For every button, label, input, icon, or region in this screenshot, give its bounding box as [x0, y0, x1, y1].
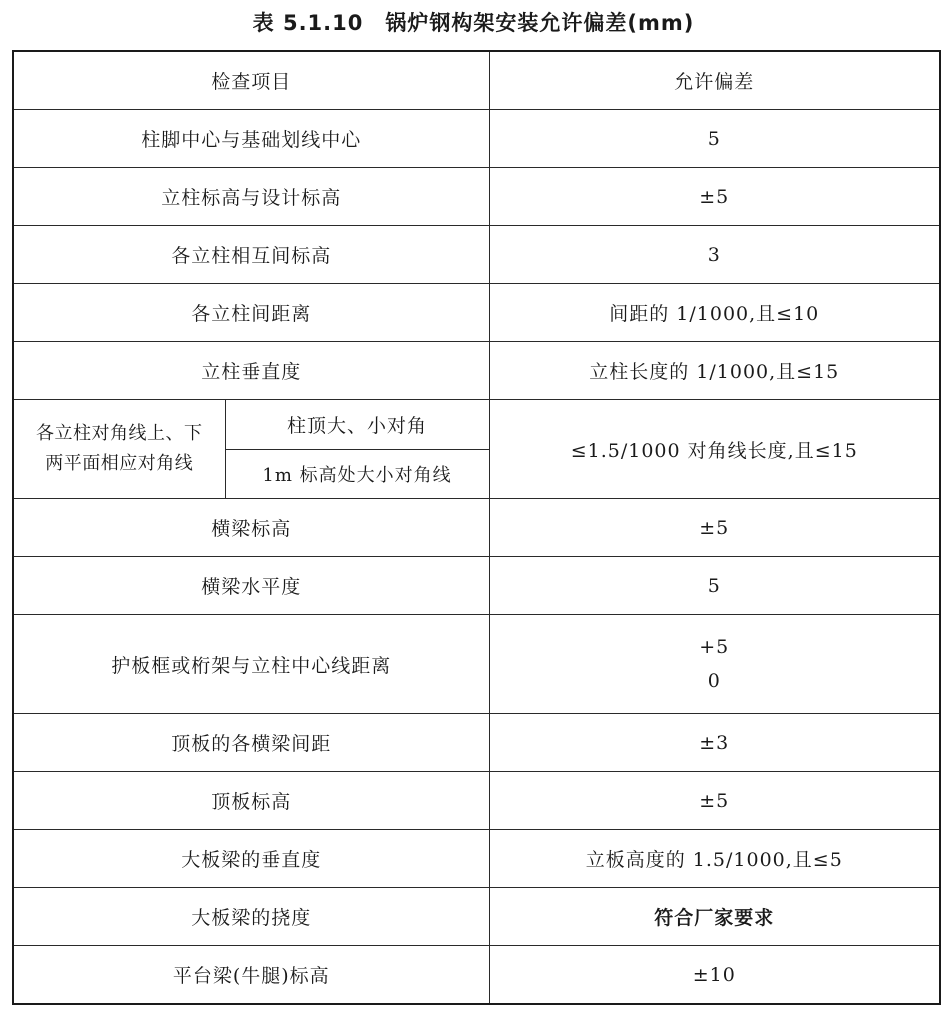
- tolerance-cell: [489, 615, 940, 714]
- table-row: [13, 226, 940, 284]
- table-row: [13, 499, 940, 557]
- tolerance-cell: ±5: [489, 499, 940, 557]
- item-cell: 大板梁的垂直度: [13, 830, 489, 888]
- table-row: [13, 168, 940, 226]
- tolerance-upper: +5: [699, 636, 730, 658]
- header-item: 检查项目: [13, 51, 489, 110]
- diagonal-group-line1: 各立柱对角线上、下: [36, 423, 203, 444]
- item-cell: 顶板的各横梁间距: [13, 714, 489, 772]
- diagonal-sub-bottom: 1m 标高处大小对角线: [225, 450, 489, 499]
- diagonal-group-cell: [13, 400, 225, 499]
- item-cell: 平台梁(牛腿)标高: [13, 946, 489, 1005]
- diagonal-sub-top: 柱顶大、小对角: [225, 400, 489, 450]
- tolerance-cell: ±5: [489, 168, 940, 226]
- table-row: [13, 946, 940, 1005]
- tolerance-table: [12, 50, 941, 1005]
- table-row: [13, 615, 940, 714]
- diagonal-group-line2: 两平面相应对角线: [45, 453, 194, 474]
- item-cell: 横梁标高: [13, 499, 489, 557]
- tolerance-cell: ±3: [489, 714, 940, 772]
- tolerance-cell: ±10: [489, 946, 940, 1005]
- table-row: [13, 400, 940, 450]
- table-caption: 锅炉钢构架安装允许偏差(mm): [385, 11, 695, 35]
- tolerance-cell: 立柱长度的 1/1000,且≤15: [489, 342, 940, 400]
- item-cell: 立柱垂直度: [13, 342, 489, 400]
- table-row: [13, 714, 940, 772]
- table-row: [13, 772, 940, 830]
- item-cell: 护板框或桁架与立柱中心线距离: [13, 615, 489, 714]
- table-number: 表 5.1.10: [252, 11, 364, 35]
- item-cell: 顶板标高: [13, 772, 489, 830]
- item-cell: 横梁水平度: [13, 557, 489, 615]
- tolerance-cell: 5: [489, 557, 940, 615]
- item-cell: 各立柱间距离: [13, 284, 489, 342]
- tolerance-cell: 3: [489, 226, 940, 284]
- table-row: [13, 888, 940, 946]
- item-cell: 大板梁的挠度: [13, 888, 489, 946]
- table-row: [13, 342, 940, 400]
- table-row: [13, 284, 940, 342]
- header-tolerance: 允许偏差: [489, 51, 940, 110]
- table-row: [13, 830, 940, 888]
- dual-tolerance: [490, 636, 940, 692]
- tolerance-cell: 间距的 1/1000,且≤10: [489, 284, 940, 342]
- table-header-row: [13, 51, 940, 110]
- tolerance-cell: 立板高度的 1.5/1000,且≤5: [489, 830, 940, 888]
- tolerance-cell: 5: [489, 110, 940, 168]
- item-cell: 各立柱相互间标高: [13, 226, 489, 284]
- table-row: [13, 557, 940, 615]
- tolerance-cell: 符合厂家要求: [489, 888, 940, 946]
- table-row: [13, 110, 940, 168]
- item-cell: 立柱标高与设计标高: [13, 168, 489, 226]
- diagonal-tolerance-cell: ≤1.5/1000 对角线长度,且≤15: [489, 400, 940, 499]
- tolerance-cell: ±5: [489, 772, 940, 830]
- table-title: [0, 4, 947, 42]
- item-cell: 柱脚中心与基础划线中心: [13, 110, 489, 168]
- tolerance-lower: 0: [707, 670, 721, 692]
